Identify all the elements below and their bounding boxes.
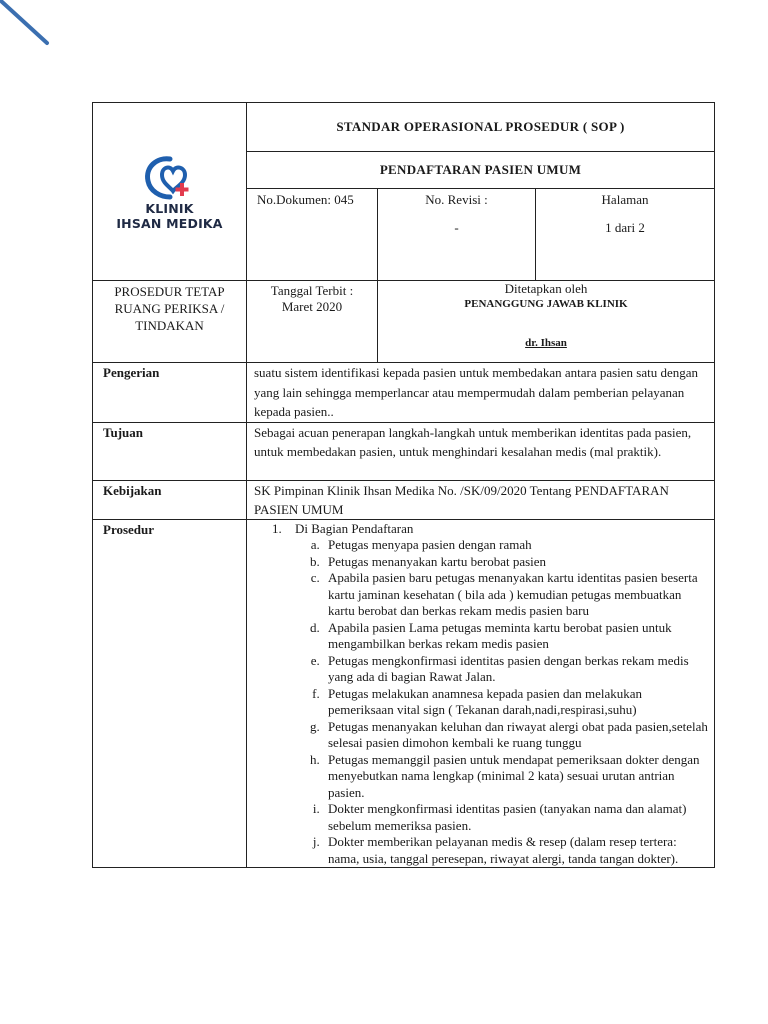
- ditetapkan-label: Ditetapkan oleh: [504, 281, 588, 296]
- substep-item: b. Petugas menanyakan kartu berobat pasien: [323, 554, 710, 571]
- substep-item: f. Petugas melakukan anamnesa kepada pasien dan melakukan pemeriksaan vital sign ( Tekanan darah,nadi,respirasi,suhu): [323, 686, 710, 719]
- prosedur-label: Prosedur: [93, 519, 247, 868]
- tujuan-text: Sebagai acuan penerapan langkah-langkah untuk memberikan identitas pada pasien, untuk membedakan pasien, untuk menghindari kesalahan medis (mal praktik).: [247, 422, 715, 480]
- ditetapkan-cell: [378, 281, 715, 363]
- tujuan-label: Tujuan: [93, 422, 247, 480]
- substep-item: j. Dokter memberikan pelayanan medis & resep (dalam resep tertera: nama, usia, tanggal peresepan, riwayat alergi, tanda tangan dokter).: [323, 834, 710, 867]
- pengertian-label: Pengerian: [93, 363, 247, 423]
- logo-line-1: KLINIK: [145, 200, 194, 216]
- kebijakan-text: SK Pimpinan Klinik Ihsan Medika No. /SK/09/2020 Tentang PENDAFTARAN PASIEN UMUM: [247, 480, 715, 519]
- kebijakan-label: Kebijakan: [93, 480, 247, 519]
- prosedur-step-1: [285, 521, 710, 868]
- no-revisi-label: No. Revisi :: [425, 192, 488, 207]
- pengertian-text: suatu sistem identifikasi kepada pasien untuk membedakan antara pasien satu dengan yang lain sehingga memperlancar atau mempermudah dalam pemberian pelayanan kepada pasien..: [247, 363, 715, 423]
- substep-item: c. Apabila pasien baru petugas menanyakan kartu identitas pasien beserta kartu jaminan kesehatan ( bila ada ) kemudian petugas membuatkan kartu berobat dan berkas rekam medis pasien baru: [323, 570, 710, 620]
- halaman-cell: [536, 189, 715, 281]
- substep-item: h. Petugas memanggil pasien untuk mendapat pemeriksaan dokter dengan menyebutkan nama lengkap (minimal 2 kata) sesuai urutan antrian pasien.: [323, 752, 710, 802]
- step-1-title: Di Bagian Pendaftaran: [295, 520, 414, 536]
- substep-item: d. Apabila pasien Lama petugas meminta kartu berobat pasien untuk mengambilkan berkas rekam medis pasien: [323, 620, 710, 653]
- tanggal-terbit-label: Tanggal Terbit :: [270, 283, 354, 298]
- halaman-label: Halaman: [601, 192, 649, 207]
- halaman-value: 1 dari 2: [605, 220, 645, 235]
- sop-title: STANDAR OPERASIONAL PROSEDUR ( SOP ): [247, 103, 715, 152]
- no-dokumen: No.Dokumen: 045: [257, 192, 354, 207]
- clinic-logo-icon: [140, 153, 200, 201]
- prosedur-content: [247, 519, 715, 868]
- logo-line-2: IHSAN MEDIKA: [116, 215, 223, 231]
- substep-item: a. Petugas menyapa pasien dengan ramah: [323, 537, 710, 554]
- no-revisi-value: -: [454, 220, 459, 235]
- tanggal-terbit-cell: [247, 281, 378, 363]
- penanggung-jawab: PENANGGUNG JAWAB KLINIK: [464, 298, 628, 310]
- no-dokumen-cell: [247, 189, 378, 281]
- no-revisi-cell: [378, 189, 536, 281]
- sop-table: [92, 102, 715, 868]
- prosedur-substeps: [295, 537, 710, 867]
- substep-item: g. Petugas menanyakan keluhan dan riwayat alergi obat pada pasien,setelah selesai pasien dimohon kembali ke ruang tunggu: [323, 719, 710, 752]
- dokter-name: dr. Ihsan: [525, 337, 567, 349]
- logo-cell: [93, 103, 247, 281]
- corner-stripe-decoration: [0, 0, 60, 60]
- substep-item: e. Petugas mengkonfirmasi identitas pasien dengan berkas rekam medis yang ada di bagian Rawat Jalan.: [323, 653, 710, 686]
- tanggal-terbit-value: Maret 2020: [281, 299, 343, 314]
- substep-item: i. Dokter mengkonfirmasi identitas pasien (tanyakan nama dan alamat) sebelum memeriksa pasien.: [323, 801, 710, 834]
- sop-subtitle: PENDAFTARAN PASIEN UMUM: [247, 152, 715, 189]
- prosedur-tetap-label: PROSEDUR TETAP RUANG PERIKSA / TINDAKAN: [93, 281, 247, 363]
- prosedur-steps: [247, 521, 710, 868]
